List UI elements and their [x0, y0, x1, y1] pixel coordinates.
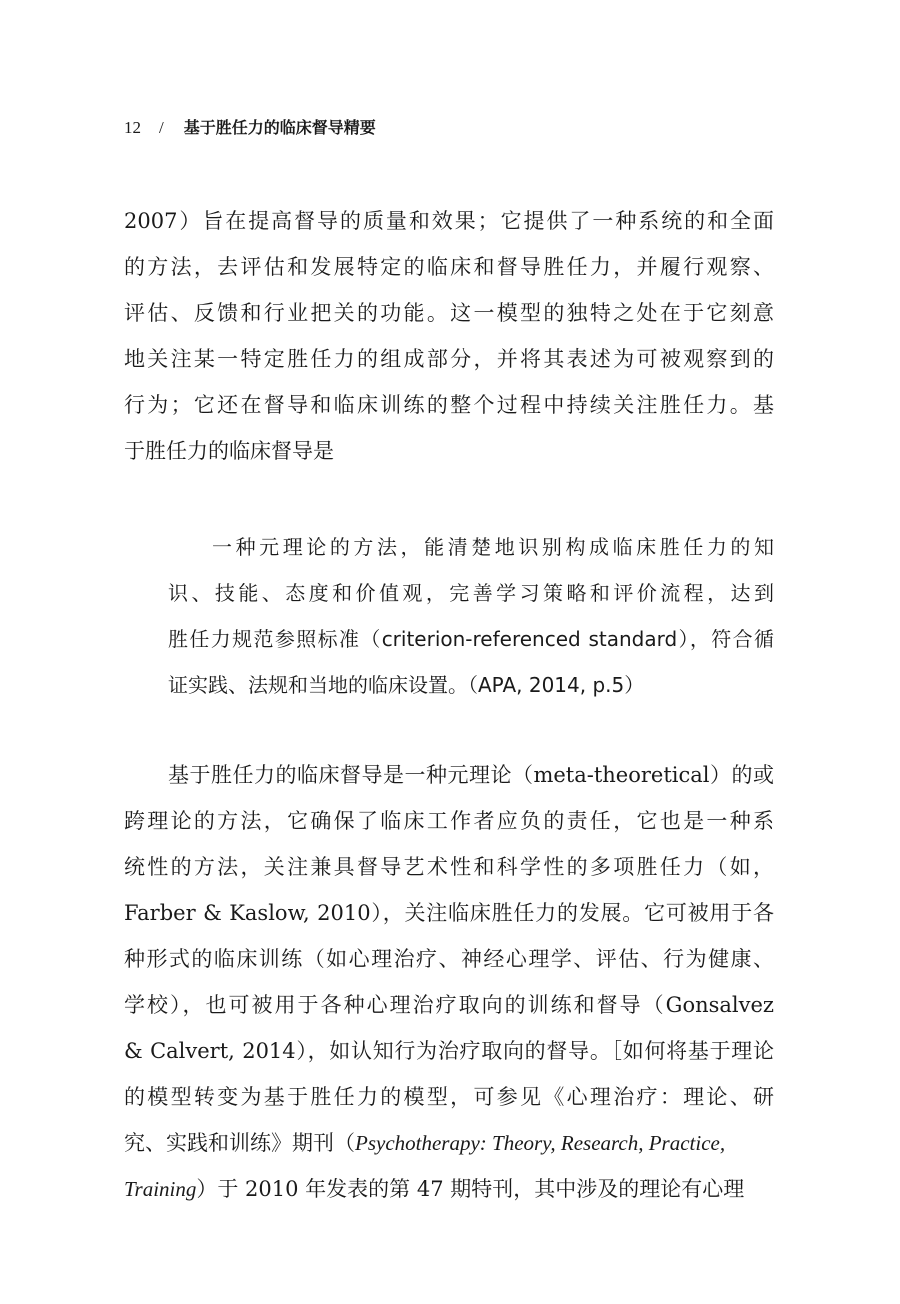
- paragraph-2-line-9: [124, 1128, 774, 1158]
- paragraph-2-line-10-text: ）于 2010 年发表的第 47 期特刊，其中涉及的理论有心理: [196, 1177, 745, 1201]
- paragraph-2-line-5: 种形式的临床训练（如心理治疗、神经心理学、评估、行为健康、: [124, 947, 774, 971]
- paragraph-2-line-7: & Calvert, 2014），如认知行为治疗取向的督导。［如何将基于理论: [124, 1039, 774, 1063]
- paragraph-2-line-1: 基于胜任力的临床督导是一种元理论（meta-theoretical）的或: [168, 763, 774, 787]
- page-number: 12: [124, 118, 141, 137]
- paragraph-2-line-6: 学校），也可被用于各种心理治疗取向的训练和督导（Gonsalvez: [124, 993, 774, 1017]
- block-quote-line-1: 一种元理论的方法，能清楚地识别构成临床胜任力的知: [212, 535, 774, 559]
- paragraph-2-line-3: 统性的方法，关注兼具督导艺术性和科学性的多项胜任力（如，: [124, 855, 774, 879]
- running-head: [124, 116, 376, 140]
- paragraph-2-line-9-text: 究、实践和训练》期刊（: [124, 1131, 355, 1155]
- block-quote-line-4: 证实践、法规和当地的临床设置。（APA, 2014, p.5）: [168, 673, 645, 697]
- paragraph-1-line-6: 于胜任力的临床督导是: [124, 439, 334, 463]
- book-title: 基于胜任力的临床督导精要: [183, 118, 376, 137]
- paragraph-2-line-4: Farber & Kaslow, 2010），关注临床胜任力的发展。它可被用于各: [124, 901, 774, 925]
- journal-title-italic: Psychotherapy: Theory, Research, Practice,: [355, 1131, 726, 1155]
- block-quote-line-2: 识、技能、态度和价值观，完善学习策略和评价流程，达到: [168, 581, 774, 605]
- paragraph-1-line-4: 地关注某一特定胜任力的组成部分，并将其表述为可被观察到的: [124, 347, 774, 371]
- paragraph-2-line-8: 的模型转变为基于胜任力的模型，可参见《心理治疗：理论、研: [124, 1085, 774, 1109]
- journal-title-italic-continued: Training: [124, 1177, 197, 1201]
- paragraph-2-line-2: 跨理论的方法，它确保了临床工作者应负的责任，它也是一种系: [124, 809, 774, 833]
- paragraph-1-line-5: 行为；它还在督导和临床训练的整个过程中持续关注胜任力。基: [124, 393, 774, 417]
- block-quote-line-3: 胜任力规范参照标准（criterion-referenced standard），符合循: [168, 627, 774, 651]
- paragraph-1-line-2: 的方法，去评估和发展特定的临床和督导胜任力，并履行观察、: [124, 255, 774, 279]
- running-head-separator: /: [159, 118, 164, 137]
- paragraph-1-line-3: 评估、反馈和行业把关的功能。这一模型的独特之处在于它刻意: [124, 301, 774, 325]
- paragraph-1-line-1: 2007）旨在提高督导的质量和效果；它提供了一种系统的和全面: [124, 209, 774, 233]
- paragraph-2-line-10: [124, 1174, 774, 1204]
